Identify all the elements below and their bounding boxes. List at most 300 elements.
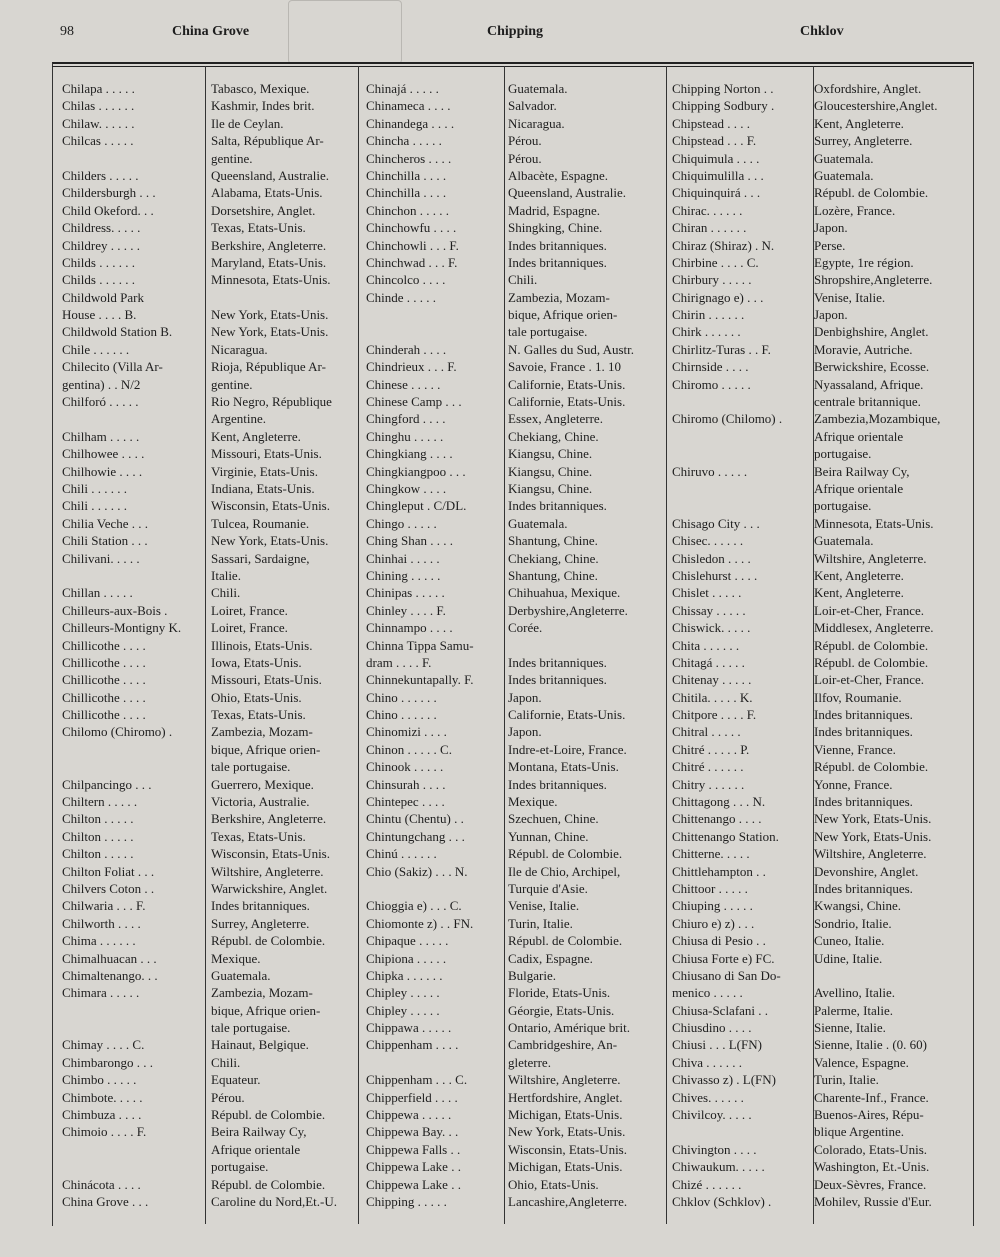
gazetteer-entry [366,915,666,932]
place-location: Italie. [211,567,241,583]
gazetteer-entry [62,637,361,654]
place-location: Guatemala. [508,81,568,96]
place-location: Wisconsin, Etats-Unis. [508,1141,627,1157]
place-name: Chipka . . . . . . [366,967,443,983]
gazetteer-entry [62,497,361,514]
place-location: Loir-et-Cher, France. [814,602,925,618]
gazetteer-entry [62,97,361,114]
gazetteer-entry [672,97,964,114]
column-divider [666,66,667,1224]
gazetteer-entry [672,984,964,1001]
place-name: Chiomonte z) . . FN. [366,915,474,931]
place-location: Floride, Etats-Unis. [508,985,611,1001]
place-name: Chilton . . . . . [62,811,134,827]
gazetteer-entry [62,237,361,254]
place-name: Chiromo . . . . . [672,376,751,392]
place-location: Guatemala. [211,967,271,983]
place-location: Nicaragua. [211,341,268,357]
place-name: Chippewa Lake . . [366,1159,461,1175]
place-name [62,567,205,584]
gazetteer-entry [62,602,361,619]
gazetteer-entry [366,150,666,167]
place-location: Maryland, Etats-Unis. [211,254,327,270]
place-name [366,306,506,323]
place-location: gleterre. [508,1054,551,1070]
place-location: Nyassaland, Afrique. [814,376,924,392]
place-name: Chinde . . . . . [366,289,437,305]
place-name: Chivasso z) . L(FN) [672,1072,776,1088]
place-location: Alabama, Etats-Unis. [211,185,323,201]
place-location: Wisconsin, Etats-Unis. [211,846,330,862]
place-name: Chillicothe . . . . [62,672,146,688]
gazetteer-entry [62,358,361,375]
place-name [62,741,205,758]
gazetteer-entry [366,967,666,984]
place-location: Lozère, France. [814,202,896,218]
place-location: Indes britanniques. [508,498,607,514]
gazetteer-entry [366,254,666,271]
gazetteer-entry [62,880,361,897]
place-location: Chili. [508,272,538,288]
place-location: Républ. de Colombie. [814,759,929,775]
place-location: Républ. de Colombie. [814,654,929,670]
gazetteer-entry [672,132,964,149]
gazetteer-entry [62,341,361,358]
gazetteer-entry [672,932,964,949]
place-location: blique Argentine. [814,1124,905,1140]
place-name: Chittenango Station. [672,828,779,844]
gazetteer-entry [366,1106,666,1123]
place-name: Chili . . . . . . [62,498,128,514]
gazetteer-entry [366,602,666,619]
gazetteer-entry [366,497,666,514]
gazetteer-entry [366,550,666,567]
place-location: Indes britanniques. [508,237,607,253]
place-name: Chippawa . . . . . [366,1020,452,1036]
gazetteer-entry [62,80,361,97]
place-name [62,1158,205,1175]
gazetteer-entry [672,463,964,480]
header-right-word: Chklov [800,24,844,39]
place-location: New York, Etats-Unis. [211,307,329,323]
gazetteer-entry [62,306,361,323]
place-name: Child Okeford. . . [62,202,154,218]
place-location: tale portugaise. [211,1020,291,1036]
place-location: Salvador. [508,98,557,114]
gazetteer-entry [672,410,964,427]
place-location: Tabasco, Mexique. [211,81,310,96]
place-name: Chile . . . . . . [62,341,130,357]
place-location: Kwangsi, Chine. [814,898,902,914]
gazetteer-entry [62,202,361,219]
place-name: Chippewa Lake . . [366,1176,461,1192]
table-top-rule [52,66,972,68]
gazetteer-entry [672,810,964,827]
place-location: Kent, Angleterre. [211,428,301,444]
place-name: Chinley . . . . F. [366,602,446,618]
place-name: Chilapa . . . . . [62,81,135,96]
place-location: Cadix, Espagne. [508,950,593,966]
place-location: Tulcea, Roumanie. [211,515,310,531]
place-name: Chimbuza . . . . [62,1107,142,1123]
place-name: Chipaque . . . . . [366,933,449,949]
place-name: Chita . . . . . . [672,637,740,653]
gazetteer-entry [672,202,964,219]
gazetteer-entry [62,915,361,932]
gazetteer-entry [62,1071,361,1088]
gazetteer-entry [62,167,361,184]
place-name: Chislehurst . . . . [672,567,758,583]
place-location: Républ. de Colombie. [814,637,929,653]
place-location: Virginie, Etats-Unis. [211,463,318,479]
gazetteer-entry [672,237,964,254]
place-location: tale portugaise. [211,759,291,775]
place-location: Kiangsu, Chine. [508,480,593,496]
place-name: Childers . . . . . [62,167,139,183]
place-location: Shropshire,Angleterre. [814,272,933,288]
place-location: Colorado, Etats-Unis. [814,1141,928,1157]
place-name: Chio (Sakiz) . . . N. [366,863,468,879]
place-name: Chilia Veche . . . [62,515,149,531]
place-name: Chimbote. . . . . [62,1089,143,1105]
place-location: N. Galles du Sud, Austr. [508,341,635,357]
gazetteer-entry [366,1071,666,1088]
place-location: Vienne, France. [814,741,896,757]
place-location: Républ. de Colombie. [508,846,623,862]
place-location: Buenos-Aires, Répu- [814,1107,924,1123]
place-name: Childersburgh . . . [62,185,156,201]
place-location: Moravie, Autriche. [814,341,913,357]
gazetteer-entry [672,1089,964,1106]
place-name: Chitpore . . . . F. [672,707,757,723]
gazetteer-entry [672,254,964,271]
place-name [672,445,812,462]
gazetteer-entry [62,1002,361,1019]
place-name [62,410,205,427]
place-location: Udine, Italie. [814,950,883,966]
gazetteer-entry [366,671,666,688]
place-location: Sondrio, Italie. [814,915,892,931]
place-location: Shantung, Chine. [508,533,598,549]
gazetteer-entry [672,863,964,880]
place-name: Chingford . . . . [366,411,446,427]
gazetteer-entry [672,115,964,132]
place-name: Chitré . . . . . . [672,759,744,775]
place-name: Chinook . . . . . [366,759,444,775]
place-location: Zambezia, Mozam- [211,985,313,1001]
place-name [366,880,506,897]
place-location: Pérou. [211,1089,245,1105]
place-location: Japon. [508,689,542,705]
place-name: Chilhowee . . . . [62,446,145,462]
gazetteer-entry [672,306,964,323]
place-name [672,1123,812,1140]
place-name [366,323,506,340]
place-name: Chinchowfu . . . . [366,220,457,236]
place-location: Missouri, Etats-Unis. [211,672,322,688]
place-name: Chiquinquirá . . . [672,185,761,201]
place-name: Chilton . . . . . [62,828,134,844]
place-location: Chekiang, Chine. [508,550,599,566]
place-name: Chives. . . . . . [672,1089,744,1105]
place-location: Ilfov, Roumanie. [814,689,902,705]
place-location: Devonshire, Anglet. [814,863,919,879]
place-name: Chingleput . C/DL. [366,498,467,514]
place-location: Sienne, Italie. [814,1020,886,1036]
place-name: Chittenango . . . . [672,811,762,827]
place-name: Chizé . . . . . . [672,1176,742,1192]
place-location: Shantung, Chine. [508,567,598,583]
place-location: Avellino, Italie. [814,985,895,1001]
gazetteer-entry [62,219,361,236]
place-name: Chippewa Falls . . [366,1141,461,1157]
place-name [62,1141,205,1158]
place-location: Républ. de Colombie. [211,1176,326,1192]
place-location: Républ. de Colombie. [211,933,326,949]
gazetteer-entry [62,863,361,880]
gazetteer-entry [62,428,361,445]
gazetteer-entry [672,967,964,984]
place-name: Chindrieux . . . F. [366,359,457,375]
place-name: Chipperfield . . . . [366,1089,458,1105]
library-stamp [288,0,402,64]
place-location: Valence, Espagne. [814,1054,909,1070]
place-name: Chitenay . . . . . [672,672,752,688]
gazetteer-entry [366,863,666,880]
gazetteer-entry [62,254,361,271]
place-location: Guerrero, Mexique. [211,776,314,792]
place-name: Chimoio . . . . F. [62,1124,147,1140]
place-location: Cuneo, Italie. [814,933,885,949]
gazetteer-entry [672,271,964,288]
gazetteer-entry [366,393,666,410]
place-name [672,393,812,410]
place-name: Childs . . . . . . [62,254,135,270]
place-location: Queensland, Australie. [211,167,330,183]
place-name: Chillicothe . . . . [62,689,146,705]
gazetteer-entry [366,1054,666,1071]
gazetteer-entry [62,393,361,410]
place-name: Chiusa Forte e) FC. [672,950,775,966]
place-location: Californie, Etats-Unis. [508,394,626,410]
place-name: Chiuro e) z) . . . [672,915,755,931]
gazetteer-entry [672,723,964,740]
place-location: gentine. [211,376,253,392]
gazetteer-entry [366,445,666,462]
place-name: gentina) . . N/2 [62,376,141,392]
place-location: Hertfordshire, Anglet. [508,1089,623,1105]
place-location: Argentine. [211,411,266,427]
place-location: Victoria, Australie. [211,794,310,810]
gazetteer-entry [672,584,964,601]
place-location: Pérou. [508,150,542,166]
place-name: Chinnampo . . . . [366,620,453,636]
place-name: Chittagong . . . N. [672,794,766,810]
place-name: Chiusa di Pesio . . [672,933,766,949]
gazetteer-entry [366,793,666,810]
place-name: Chislet . . . . . [672,585,742,601]
place-name: Ching Shan . . . . [366,533,454,549]
place-location: Derbyshire,Angleterre. [508,602,628,618]
place-location: Mexique. [211,950,261,966]
gazetteer-entry [366,167,666,184]
place-location: Ontario, Amérique brit. [508,1020,631,1036]
gazetteer-entry [62,671,361,688]
place-name: Chitagá . . . . . [672,654,745,670]
place-location: Middlesex, Angleterre. [814,620,934,636]
gazetteer-entry [62,741,361,758]
gazetteer-entry [366,689,666,706]
place-name: Chillicothe . . . . [62,707,146,723]
place-location: Equateur. [211,1072,261,1088]
place-location: Indes britanniques. [814,707,913,723]
gazetteer-entry [366,532,666,549]
place-location: bique, Afrique orien- [211,1002,321,1018]
place-name: Chirac. . . . . . [672,202,743,218]
place-location: Szechuen, Chine. [508,811,599,827]
place-name: Chisledon . . . . [672,550,751,566]
gazetteer-entry [366,1002,666,1019]
place-name: Chilworth . . . . [62,915,141,931]
place-name: Chiraz (Shiraz) . N. [672,237,775,253]
gazetteer-entry [672,1106,964,1123]
place-location: Mohilev, Russie d'Eur. [814,1194,932,1209]
place-name: Chivington . . . . [672,1141,757,1157]
place-location: bique, Afrique orien- [211,741,321,757]
gazetteer-entry [62,445,361,462]
place-location: Missouri, Etats-Unis. [211,446,322,462]
place-location: Deux-Sèvres, France. [814,1176,927,1192]
gazetteer-entry [366,202,666,219]
place-name: Chinchilla . . . . [366,167,447,183]
gazetteer-entry [366,619,666,636]
place-name: Chinese . . . . . [366,376,441,392]
place-name: Chirignago e) . . . [672,289,764,305]
place-name: Chinese Camp . . . [366,394,462,410]
place-location: Pérou. [508,133,542,149]
gazetteer-entry [366,845,666,862]
place-name: Chippenham . . . C. [366,1072,468,1088]
place-location: Guatemala. [508,515,568,531]
place-name [62,1019,205,1036]
place-location: Berkshire, Angleterre. [211,237,327,253]
gazetteer-entry [366,132,666,149]
place-name: Chitré . . . . . P. [672,741,750,757]
place-name: Chinna Tippa Samu- [366,637,474,653]
place-location: Mexique. [508,794,558,810]
place-name: Chimara . . . . . [62,985,140,1001]
place-name: Chiquimulilla . . . [672,167,764,183]
place-location: Zambezia,Mozambique, [814,411,941,427]
gazetteer-entry [62,984,361,1001]
place-name: Chklov (Schklov) . [672,1194,772,1209]
gazetteer-entry [672,793,964,810]
gazetteer-entry [366,376,666,393]
place-location: Indes britanniques. [814,880,913,896]
place-name: Chincheros . . . . [366,150,452,166]
place-location: Ohio, Etats-Unis. [211,689,302,705]
place-name: Chimalhuacan . . . [62,950,157,966]
gazetteer-entry [366,219,666,236]
gazetteer-entry [366,584,666,601]
place-location: Beira Railway Cy, [211,1124,307,1140]
place-location: portugaise. [814,498,872,514]
place-name: Chilaw. . . . . . [62,115,135,131]
place-name: Chingkiang . . . . [366,446,453,462]
gazetteer-entry [366,654,666,671]
gazetteer-entry [62,932,361,949]
place-name: Chinchwad . . . F. [366,254,458,270]
place-name: Chinhai . . . . . [366,550,440,566]
gazetteer-entry [366,706,666,723]
place-name: Chipping Sodbury . [672,98,775,114]
gazetteer-entry [366,323,666,340]
gazetteer-entry [62,323,361,340]
header-left-word: China Grove [172,24,250,39]
place-name: dram . . . . F. [366,654,432,670]
place-name: Chinchilla . . . . [366,185,447,201]
place-location: Californie, Etats-Unis. [508,707,626,723]
place-location [812,967,964,984]
place-location: Venise, Italie. [814,289,886,305]
gazetteer-entry [62,480,361,497]
gazetteer-column-1 [62,80,361,1210]
place-name: Chirbury . . . . . [672,272,752,288]
gazetteer-entry [366,237,666,254]
place-location: Surrey, Angleterre. [814,133,913,149]
place-name: Chirbine . . . . C. [672,254,759,270]
gazetteer-entry [672,602,964,619]
gazetteer-entry [366,758,666,775]
gazetteer-entry [366,341,666,358]
place-name: Chimay . . . . C. [62,1037,145,1053]
gazetteer-entry [366,115,666,132]
place-name: Chinghu . . . . . [366,428,444,444]
place-location: Chihuahua, Mexique. [508,585,621,601]
gazetteer-entry [672,1019,964,1036]
place-name: Chilomo (Chiromo) . [62,724,173,740]
gazetteer-entry [62,515,361,532]
place-location: Indes britanniques. [211,898,310,914]
place-name: Chimaltenango. . . [62,967,158,983]
gazetteer-entry [672,289,964,306]
place-name: Chitterne. . . . . [672,846,750,862]
gazetteer-entry [672,150,964,167]
place-name: Chiusdino . . . . [672,1020,752,1036]
gazetteer-entry [366,80,666,97]
gazetteer-entry [62,793,361,810]
place-name: Chipping Norton . . [672,81,774,96]
gazetteer-entry [672,671,964,688]
gazetteer-entry [62,1141,361,1158]
place-location: Afrique orientale [814,428,904,444]
place-name: Chilhowie . . . . [62,463,143,479]
place-name: Chinchon . . . . . [366,202,450,218]
gazetteer-entry [672,758,964,775]
place-location: Guatemala. [814,167,874,183]
place-name: Chillicothe . . . . [62,654,146,670]
gazetteer-entry [62,184,361,201]
gazetteer-entry [672,567,964,584]
place-name: Chippewa Bay. . . [366,1124,459,1140]
place-name: Chincha . . . . . [366,133,442,149]
place-name: Chiran . . . . . . [672,220,747,236]
place-location: Illinois, Etats-Unis. [211,637,313,653]
place-name: Chirk . . . . . . [672,324,741,340]
place-name: Chingkiangpoo . . . [366,463,466,479]
gazetteer-entry [366,289,666,306]
place-name: Chili Station . . . [62,533,148,549]
